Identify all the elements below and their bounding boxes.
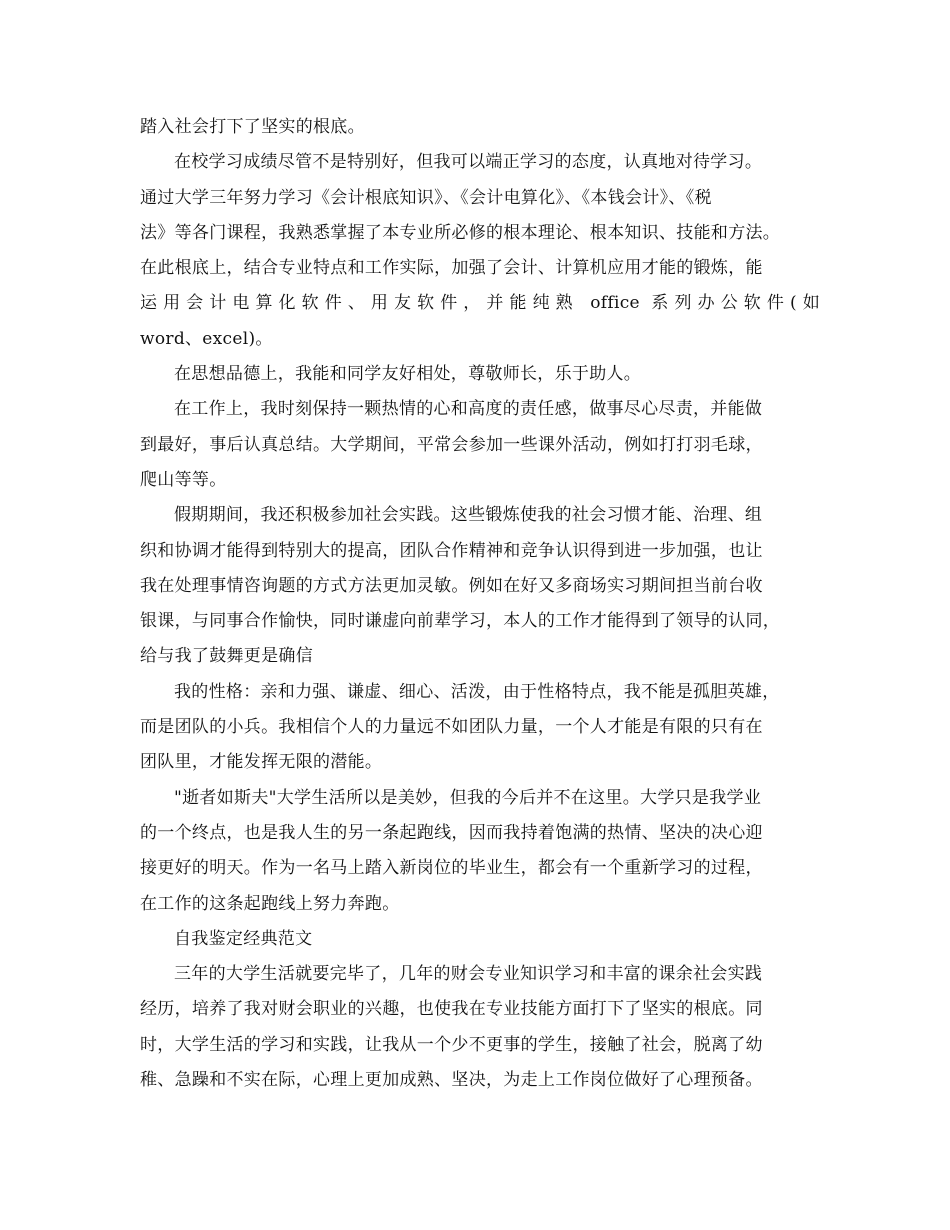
text-line: "逝者如斯夫"大学生活所以是美妙，但我的今后并不在这里。大学只是我学业 — [174, 787, 762, 808]
text-line: 经历，培养了我对财会职业的兴趣，也使我在专业技能方面打下了坚实的根底。同 — [140, 999, 763, 1020]
text-line: 假期期间，我还积极参加社会实践。这些锻炼使我的社会习惯才能、治理、组 — [174, 505, 763, 526]
text-line: 三年的大学生活就要完毕了，几年的财会专业知识学习和丰富的课余社会实践 — [174, 964, 763, 985]
text-line: 时，大学生活的学习和实践，让我从一个少不更事的学生，接触了社会，脱离了幼 — [140, 1034, 763, 1055]
text-line: 给与我了鼓舞更是确信 — [140, 646, 313, 667]
text-line: 在工作的这条起跑线上努力奔跑。 — [140, 893, 400, 914]
text-line: 运用会计电算化软件、用友软件，并能纯熟 office 系列办公软件(如 — [140, 293, 820, 314]
text-line: 在思想品德上，我能和同学友好相处，尊敬师长，乐于助人。 — [174, 364, 642, 385]
text-line: 稚、急躁和不实在际，心理上更加成熟、坚决，为走上工作岗位做好了心理预备。 — [140, 1070, 763, 1091]
text-line: 我在处理事情咨询题的方式方法更加灵敏。例如在好又多商场实习期间担当前台收 — [140, 575, 763, 596]
text-line: 通过大学三年努力学习《会计根底知识》、《会计电算化》、《本钱会计》、《税 — [140, 187, 712, 208]
document-body — [140, 110, 820, 1098]
text-line: 我的性格：亲和力强、谦虚、细心、活泼，由于性格特点，我不能是孤胆英雄， — [174, 681, 780, 702]
text-line: 而是团队的小兵。我相信个人的力量远不如团队力量，一个人才能是有限的只有在 — [140, 717, 763, 738]
text-line: 到最好，事后认真总结。大学期间，平常会参加一些课外活动，例如打打羽毛球， — [140, 434, 763, 455]
text-line: 在工作上，我时刻保持一颗热情的心和高度的责任感，做事尽心尽责，并能做 — [174, 399, 763, 420]
text-line: 爬山等等。 — [140, 469, 227, 490]
text-line: 银课，与同事合作愉快，同时谦虚向前辈学习，本人的工作才能得到了领导的认同， — [140, 611, 781, 632]
text-line: word、excel)。 — [140, 328, 273, 349]
text-line: 法》等各门课程，我熟悉掌握了本专业所必修的根本理论、根本知识、技能和方法。 — [140, 222, 781, 243]
text-line: 踏入社会打下了坚实的根底。 — [140, 117, 365, 137]
text-line: 接更好的明天。作为一名马上踏入新岗位的毕业生，都会有一个重新学习的过程， — [140, 858, 763, 879]
text-line: 织和协调才能得到特别大的提高，团队合作精神和竞争认识得到进一步加强，也让 — [140, 540, 763, 561]
text-line: 在校学习成绩尽管不是特别好，但我可以端正学习的态度，认真地对待学习。 — [174, 152, 763, 173]
text-line: 自我鉴定经典范文 — [174, 928, 313, 949]
text-line: 的一个终点，也是我人生的另一条起跑线，因而我持着饱满的热情、坚决的决心迎 — [140, 822, 763, 843]
text-line: 团队里，才能发挥无限的潜能。 — [140, 752, 383, 773]
text-line: 在此根底上，结合专业特点和工作实际，加强了会计、计算机应用才能的锻炼，能 — [140, 258, 763, 279]
